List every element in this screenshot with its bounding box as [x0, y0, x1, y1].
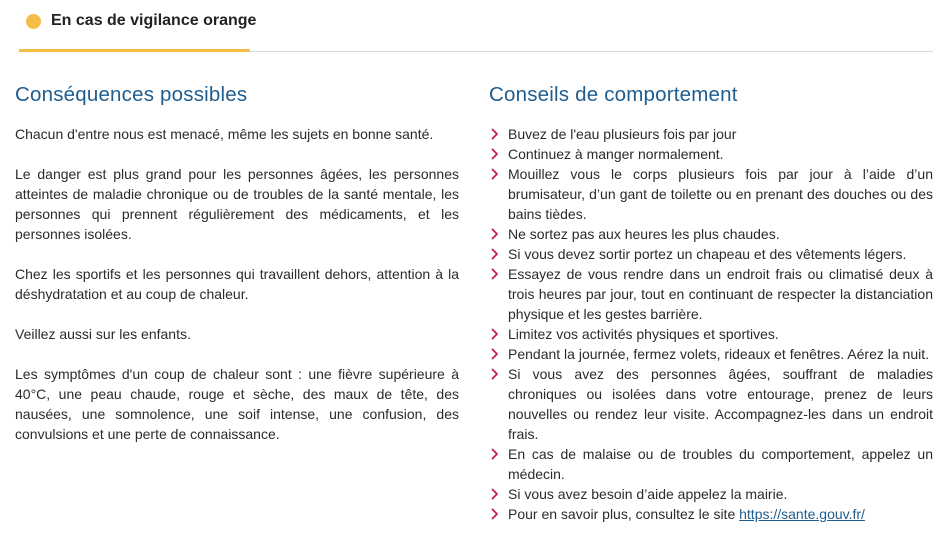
tab-bar [19, 0, 933, 52]
consequences-paragraph: Veillez aussi sur les enfants. [15, 326, 191, 342]
tab-label: En cas de vigilance orange [51, 12, 257, 29]
list-item: Mouillez vous le corps plusieurs fois par jour à l’aide d’un brumisateur, d’un gant de toilette ou en prenant des douches ou des bains tièdes. [489, 164, 933, 224]
sante-gouv-link[interactable]: https://sante.gouv.fr/ [739, 506, 865, 522]
consequences-paragraph: Chez les sportifs et les personnes qui travaillent dehors, attention à la déshydratation et au coup de chaleur. [15, 266, 459, 302]
circle-dot-icon [26, 14, 41, 29]
consequences-section [15, 82, 459, 464]
consequences-paragraph: Les symptômes d'un coup de chaleur sont : une fièvre supérieure à 40°C, une peau chaude, rouge et sèche, des maux de tête, des nausées, une somnolence, une soif intense, une confusion, des convulsions et une perte de connaissance. [15, 366, 459, 442]
list-item: Pour en savoir plus, consultez le site https://sante.gouv.fr/ [489, 504, 933, 524]
chevron-right-icon [489, 328, 501, 340]
tab-vigilance-orange[interactable] [19, 0, 257, 52]
chevron-right-icon [489, 128, 501, 140]
list-item: En cas de malaise ou de troubles du comportement, appelez un médecin. [489, 444, 933, 484]
list-item: Si vous avez des personnes âgées, souffrant de maladies chroniques ou isolées dans votre entourage, prenez de leurs nouvelles ou rendez leur visite. Accompagnez-les dans un endroit frais. [489, 364, 933, 444]
consequences-title: Conséquences possibles [15, 83, 248, 106]
chevron-right-icon [489, 488, 501, 500]
list-item: Si vous devez sortir portez un chapeau et des vêtements légers. [489, 244, 933, 264]
advice-list [489, 124, 933, 524]
chevron-right-icon [489, 228, 501, 240]
list-item: Ne sortez pas aux heures les plus chaudes. [489, 224, 933, 244]
list-item: Buvez de l'eau plusieurs fois par jour [489, 124, 933, 144]
chevron-right-icon [489, 368, 501, 380]
consequences-paragraph: Le danger est plus grand pour les personnes âgées, les personnes atteintes de maladie chronique ou de troubles de la santé mentale, les personnes qui prennent régulièrement des médicaments, et les personnes isolées. [15, 166, 459, 242]
list-item: Si vous avez besoin d’aide appelez la mairie. [489, 484, 933, 504]
list-item: Essayez de vous rendre dans un endroit frais ou climatisé deux à trois heures par jour, tout en continuant de respecter la distanciation physique et les gestes barrière. [489, 264, 933, 324]
chevron-right-icon [489, 248, 501, 260]
chevron-right-icon [489, 268, 501, 280]
list-item: Continuez à manger normalement. [489, 144, 933, 164]
chevron-right-icon [489, 168, 501, 180]
advice-section [489, 82, 933, 524]
chevron-right-icon [489, 348, 501, 360]
chevron-right-icon [489, 148, 501, 160]
list-item: Pendant la journée, fermez volets, rideaux et fenêtres. Aérez la nuit. [489, 344, 933, 364]
chevron-right-icon [489, 508, 501, 520]
advice-title: Conseils de comportement [489, 83, 738, 106]
list-item: Limitez vos activités physiques et sportives. [489, 324, 933, 344]
chevron-right-icon [489, 448, 501, 460]
consequences-paragraph: Chacun d'entre nous est menacé, même les sujets en bonne santé. [15, 126, 434, 142]
